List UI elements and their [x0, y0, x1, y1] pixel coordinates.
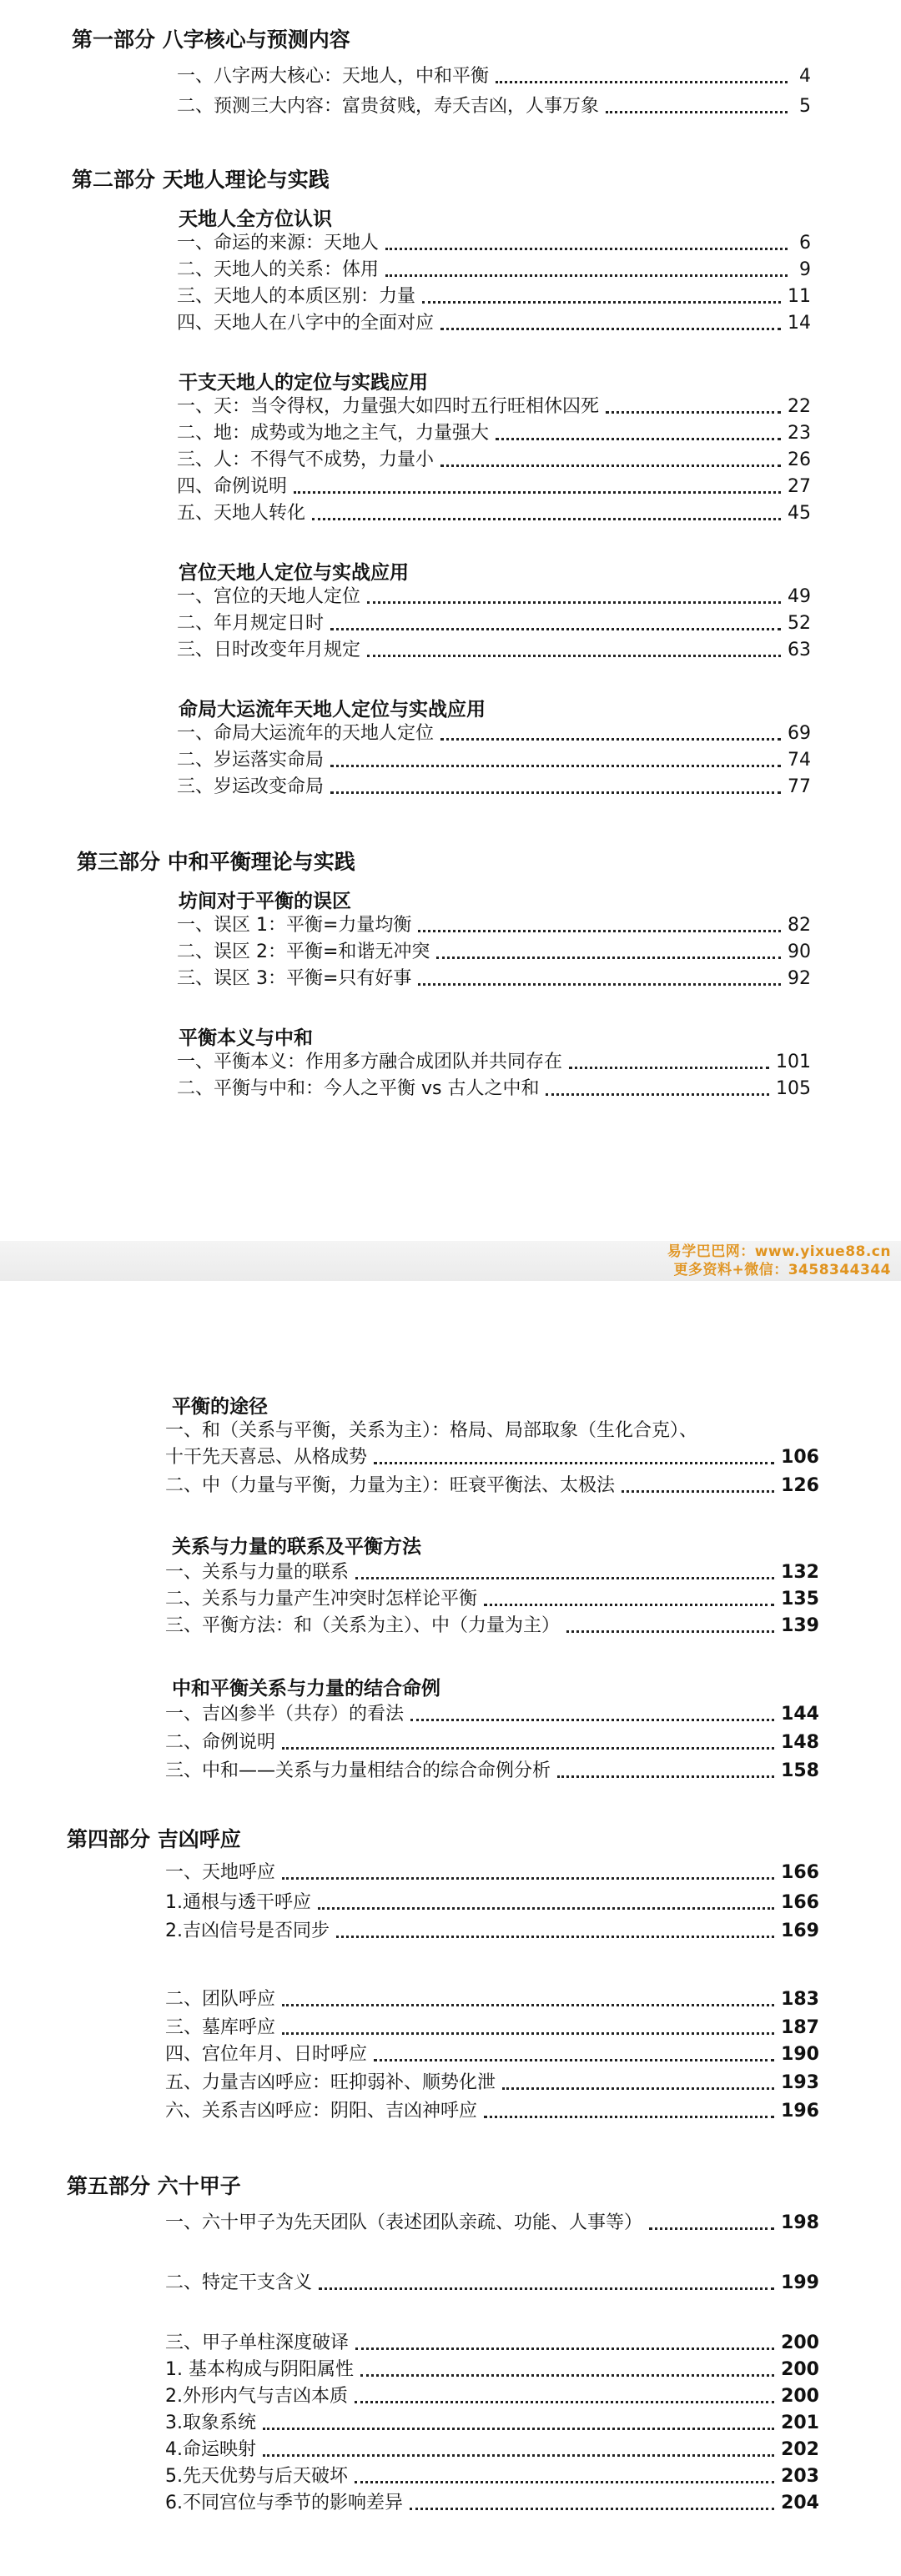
toc-entry[interactable]: 一、平衡本义：作用多方融合成团队并共同存在 101	[177, 1052, 811, 1072]
toc-entry[interactable]: 四、命例说明 27	[177, 476, 811, 497]
toc-entry[interactable]: 2.吉凶信号是否同步 169	[165, 1921, 819, 1941]
toc-entry[interactable]: 一、宫位的天地人定位 49	[177, 586, 811, 607]
toc-entry[interactable]: 五、力量吉凶呼应：旺抑弱补、顺势化泄 193	[165, 2072, 819, 2093]
toc-entry[interactable]: 二、预测三大内容：富贵贫贱，寿夭吉凶，人事万象 5	[177, 96, 811, 117]
toc-entry[interactable]: 4.命运映射 202	[165, 2439, 819, 2460]
toc-entry[interactable]: 十干先天喜忌、从格成势 106	[165, 1447, 819, 1468]
toc-entry[interactable]: 一、天：当令得权，力量强大如四时五行旺相休囚死 22	[177, 396, 811, 417]
toc-entry[interactable]: 3.取象系统 201	[165, 2413, 819, 2433]
toc-entry[interactable]: 三、日时改变年月规定 63	[177, 640, 811, 660]
toc-page-2	[0, 1281, 901, 2576]
toc-entry[interactable]: 三、误区 3：平衡=只有好事 92	[177, 968, 811, 989]
toc-entry[interactable]: 三、人：不得气不成势，力量小 26	[177, 449, 811, 470]
part-title: 第一部分 八字核心与预测内容	[72, 28, 350, 52]
toc-page-1	[0, 0, 901, 1241]
toc-entry[interactable]: 一、命局大运流年的天地人定位 69	[177, 723, 811, 744]
part-title: 第二部分 天地人理论与实践	[72, 168, 330, 192]
toc-entry[interactable]: 三、墓库呼应 187	[165, 2017, 819, 2038]
toc-entry[interactable]: 一、关系与力量的联系 132	[165, 1562, 819, 1583]
toc-entry[interactable]: 二、误区 2：平衡=和谐无冲突 90	[177, 942, 811, 962]
toc-entry[interactable]: 三、岁运改变命局 77	[177, 776, 811, 797]
section-title: 命局大运流年天地人定位与实战应用	[179, 699, 486, 721]
toc-entry[interactable]: 一、吉凶参半（共存）的看法 144	[165, 1704, 819, 1725]
toc-entry[interactable]: 三、天地人的本质区别：力量 11	[177, 286, 811, 307]
toc-entry[interactable]: 一、六十甲子为先天团队（表述团队亲疏、功能、人事等） 198	[165, 2212, 819, 2233]
toc-entry[interactable]: 5.先天优势与后天破坏 203	[165, 2466, 819, 2487]
toc-entry[interactable]: 二、特定干支含义 199	[165, 2272, 819, 2293]
section-title: 平衡本义与中和	[179, 1027, 313, 1049]
toc-entry[interactable]: 6.不同宫位与季节的影响差异 204	[165, 2493, 819, 2513]
part-title: 第四部分 吉凶呼应	[67, 1827, 241, 1851]
toc-entry[interactable]: 二、平衡与中和：今人之平衡 vs 古人之中和 105	[177, 1078, 811, 1099]
toc-entry[interactable]: 二、中（力量与平衡，力量为主）：旺衰平衡法、太极法 126	[165, 1475, 819, 1496]
toc-entry[interactable]: 二、地：成势或为地之主气，力量强大 23	[177, 423, 811, 444]
watermark: 易学巴巴网：www.yixue88.cn 更多资料+微信：3458344344	[667, 1243, 891, 1278]
toc-entry[interactable]: 五、天地人转化 45	[177, 503, 811, 524]
toc-entry[interactable]: 1.通根与透干呼应 166	[165, 1892, 819, 1913]
toc-entry[interactable]: 一、天地呼应 166	[165, 1862, 819, 1883]
section-title: 关系与力量的联系及平衡方法	[172, 1536, 421, 1558]
toc-entry[interactable]: 二、年月规定日时 52	[177, 613, 811, 634]
toc-entry[interactable]: 二、天地人的关系：体用 9	[177, 259, 811, 280]
toc-entry[interactable]: 四、天地人在八字中的全面对应 14	[177, 313, 811, 334]
toc-entry[interactable]: 1. 基本构成与阴阳属性 200	[165, 2359, 819, 2380]
toc-entry[interactable]: 二、岁运落实命局 74	[177, 750, 811, 771]
section-title: 干支天地人的定位与实践应用	[179, 372, 428, 394]
toc-entry[interactable]: 二、团队呼应 183	[165, 1989, 819, 2010]
toc-entry[interactable]: 二、命例说明 148	[165, 1732, 819, 1753]
section-title: 坊间对于平衡的误区	[179, 891, 351, 912]
toc-entry[interactable]: 一、误区 1：平衡=力量均衡 82	[177, 915, 811, 936]
toc-entry[interactable]: 一、命运的来源：天地人 6	[177, 233, 811, 254]
section-title: 平衡的途径	[172, 1396, 268, 1418]
toc-entry[interactable]: 四、宫位年月、日时呼应 190	[165, 2044, 819, 2065]
toc-entry[interactable]: 一、八字两大核心：天地人，中和平衡 4	[177, 66, 811, 87]
section-title: 天地人全方位认识	[179, 208, 332, 230]
section-title: 宫位天地人定位与实战应用	[179, 562, 409, 584]
toc-entry[interactable]: 二、关系与力量产生冲突时怎样论平衡 135	[165, 1589, 819, 1609]
toc-entry[interactable]: 六、关系吉凶呼应：阴阳、吉凶神呼应 196	[165, 2101, 819, 2122]
part-title: 第三部分 中和平衡理论与实践	[77, 850, 355, 874]
toc-entry-line[interactable]: 一、和（关系与平衡，关系为主）：格局、局部取象（生化合克）、	[165, 1420, 698, 1441]
toc-entry[interactable]: 2.外形内气与吉凶本质 200	[165, 2386, 819, 2407]
toc-entry[interactable]: 三、平衡方法：和（关系为主）、中（力量为主） 139	[165, 1615, 819, 1636]
part-title: 第五部分 六十甲子	[67, 2174, 241, 2198]
toc-entry[interactable]: 三、甲子单柱深度破译 200	[165, 2332, 819, 2353]
toc-entry[interactable]: 三、中和——关系与力量相结合的综合命例分析 158	[165, 1760, 819, 1781]
section-title: 中和平衡关系与力量的结合命例	[172, 1678, 440, 1700]
